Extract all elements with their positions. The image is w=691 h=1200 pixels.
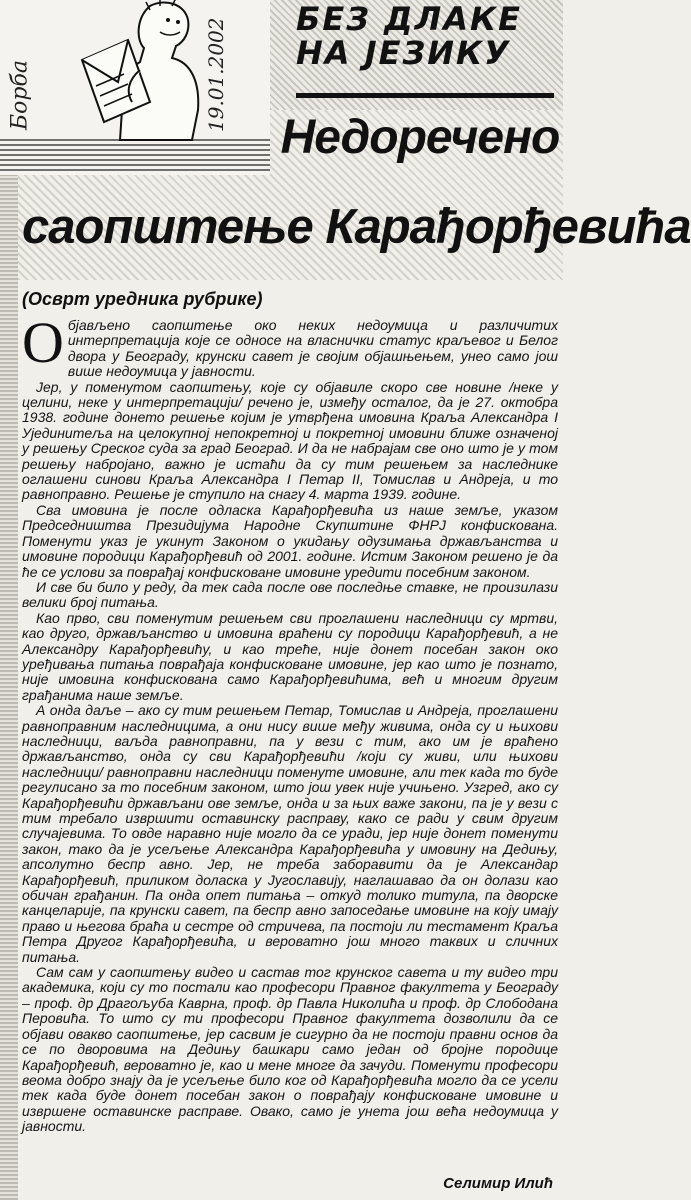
article-paragraph: А онда даље – ако су тим решењем Петар, Томислав и Андреја, проглашени равноправним наследницима, а они нису више међу живима, онда су и њихови наследници, ваљда равноправни, па у вези с тим, ако им је враћено држављанство, онда су сви Карађорђевићи /који су живи, или њихови наследници/ равноправни наследници поменуте имовине, али тек када то буде регулисано за то посебним законом, што још увек није учињено. Узгред, ако су Карађорђевићи држављани ове земље, онда и за њих важе закони, па је у вези с тим требало извршити оставинску расправу, како се ради у свим другим случајевима. То овде наравно није могло да се уради, јер није донет поменути закон, тако да је усељење Александра Карађорђевића у имовину на Дедињу, апсолутно беспр авно. Јер, не треба заборавити да је Александар Карађорђевић, приликом доласка у Југославију, наглашавао да он долази као обичан грађанин. Па онда опет питања – откуд толико титула, па дворске канцеларије, па крунски савет, па беспр авно запоседање имовине на коју имају право и његова браћа и сестре од стричева, па постоји ли тестамент Краља Петра Другог Карађорђевића, и вероватно још много таквих и сличних питања. [22, 702, 558, 965]
headline-line-1: Недоречено [280, 111, 560, 164]
article-paragraph: Сва имовина је после одласка Карађорђевића из наше земље, указом Председништва Президијума Народне Скупштине ФНРЈ конфискована. Поменути указ је укинут Законом о укидању одузимања држављанства и имовине породици Карађорђевић од 2001. године. Истим Законом решено је да ће се услови за поврађај конфисковане имовине уредити посебним законом. [22, 501, 558, 580]
headline-line-2: саопштење Карађорђевића [22, 200, 691, 254]
column-rule [296, 93, 554, 98]
author-signature: Селимир Илић [443, 1175, 553, 1192]
article-paragraph: Јер, у поменутом саопштењу, које су објавиле скоро све новине /неке у целини, неке у интерпретацији/ речено је, између осталог, да је 27. октобра 1938. године донето решење којим је утврђена имовина Краља Александра I Ујединитеља на целокупној непокретној и покретној имовини ближе означеној у решењу Среског суда за град Београд. И да не набрајам све оно што је у том решењу набројано, важно је истаћи да су тим решењем за наследнике оглашени синови Краља Александра I Петар II, Томислав и Андреја, и то равноправно. Решење је ступило на снагу 4. марта 1939. године. [22, 378, 558, 503]
drop-cap: О [22, 310, 64, 375]
column-name [296, 2, 558, 70]
left-margin-strip [0, 170, 18, 1200]
article-paragraph: И све би било у реду, да тек сада после ове последње ставке, не произилази велики број питања. [22, 578, 558, 611]
column-name-line-2: НА ЈЕЗИКУ [296, 34, 511, 72]
article-subtitle: (Осврт уредника рубрике) [22, 289, 263, 309]
handwritten-newspaper-name: Борба [7, 59, 33, 131]
handwritten-date: 19.01.2002 [204, 17, 228, 133]
article-paragraph: Сам сам у саопштењу видео и састав тог крунског савета и ту видео три академика, који су то постали као професори Правног факултета у Београду – проф. др Драгољуба Каврна, проф. др Павла Николића и проф. др Слободана Перовића. То што су ти професори Правног факултета дозволили да се објави овакво саопштење, јер сасвим је сигурно да не постоји правни основ да се по дворовима на Дедињу башкари само један од бројне породице Карађорђевић, вероватно је, као и мене многе да зачуди. Поменути професори веома добро знају да је усељење било ког од Карађорђевића могло да се усели тек када буде донет посебан закон о поврађају конфисковане имовине и извршене оставинске расправе. Овако, само је унета још већа недоумица у јавности. [22, 964, 558, 1135]
column-name-line-1: БЕЗ ДЛАКЕ [296, 0, 522, 38]
paragraph-text: бјављено саопштење око неких недоумица и различитих интерпретација које се односе на власнички статус краљевог и Белог двора у Београду, крунски савет је својим објашњењем, унео само још више недоумица у јавности. [67, 317, 558, 380]
article-body [22, 310, 558, 1135]
article-paragraph [22, 310, 558, 380]
article-paragraph: Као прво, сви поменутим решењем сви проглашени наследници су мртви, као друго, држављанство и имовина враћени су породици Карађорђевић, а не Александру Карађорђевићу, и као треће, није донет посебан закон око уређивања питања поврађаја конфисковане имовине, јер као што је познато, није имовина конфискована само Карађорђевићима, већ и многим другим грађанима наше земље. [22, 609, 558, 703]
